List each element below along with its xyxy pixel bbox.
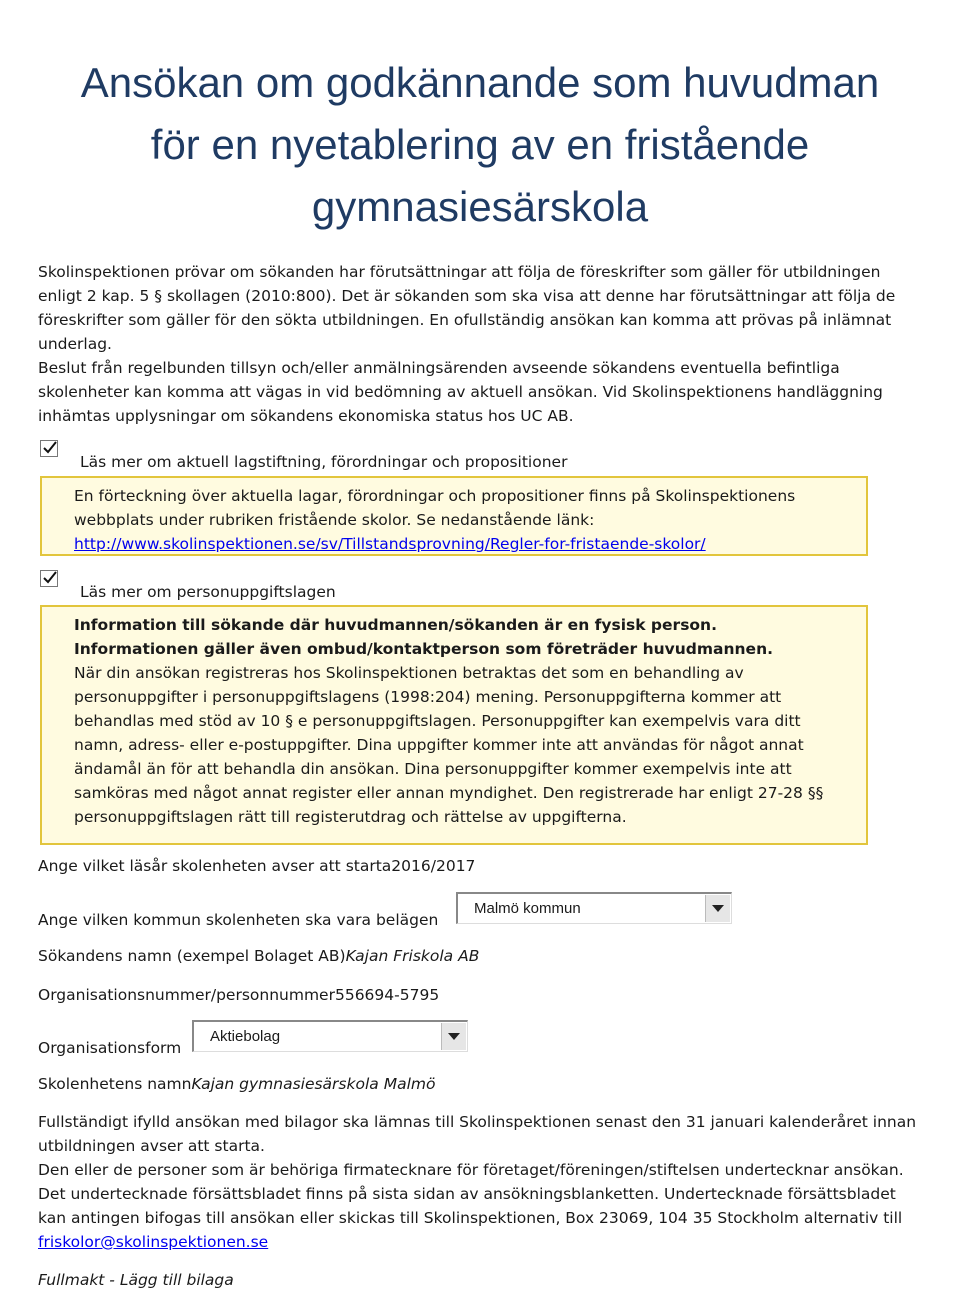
orgnr-label: Organisationsnummer/personnummer [38, 986, 335, 1004]
pul-bold-text: Information till sökande där huvudmannen/sökanden är en fysisk person. Informationen gäller även ombud/kontaktperson som företräder huvudmannen. [74, 616, 773, 658]
orgform-select[interactable] [192, 1020, 468, 1052]
title-line-3: gymnasiesärskola [311, 183, 649, 230]
sokande-value[interactable]: Kajan Friskola AB [345, 947, 480, 965]
orgnr-value[interactable]: 556694-5795 [334, 986, 440, 1004]
kommun-selected-value: Malmö kommun [474, 900, 581, 917]
intro-paragraph-2: Beslut från regelbunden tillsyn och/eller anmälningsärenden avseende sökandens eventuella befintliga skolenheter kan komma att vägas in vid bedömning av aktuell ansökan. Vid Skolinspektionens handläggning inhämtas upplysningar om sökandens ekonomiska status hos UC AB. [38, 359, 883, 425]
footer-paragraph-1: Fullständigt ifylld ansökan med bilagor ska lämnas till Skolinspektionen senast den 31 januari kalenderåret innan utbildningen avser att starta. [38, 1113, 917, 1155]
intro-text [38, 260, 928, 428]
kommun-dropdown-button[interactable] [705, 895, 730, 922]
title-line-1: Ansökan om godkännande som huvudman [80, 59, 880, 106]
pul-heading[interactable]: Läs mer om personuppgiftslagen [80, 583, 336, 601]
orgnr-field [38, 983, 439, 1007]
chevron-down-icon [712, 905, 724, 912]
pul-checkbox[interactable] [40, 570, 58, 587]
title-line-2: för en nyetablering av en fristående [150, 121, 810, 168]
page-title [40, 52, 920, 238]
lasar-value[interactable]: 2016/2017 [391, 857, 476, 875]
lasar-label: Ange vilket läsår skolenheten avser att starta [38, 857, 392, 875]
skolenhet-label: Skolenhetens namn [38, 1075, 192, 1093]
checkmark-icon [42, 571, 58, 585]
kommun-label: Ange vilken kommun skolenheten ska vara belägen [38, 911, 439, 929]
orgform-selected-value: Aktiebolag [210, 1028, 281, 1045]
skolenhet-field [38, 1072, 435, 1096]
sokande-label: Sökandens namn (exempel Bolaget AB) [38, 947, 346, 965]
lasar-field [38, 854, 475, 878]
regler-link[interactable]: http://www.skolinspektionen.se/sv/Tillstandsprovning/Regler-for-fristaende-skolor/ [74, 535, 706, 553]
footer-paragraph-2: Den eller de personer som är behöriga firmatecknare för företaget/föreningen/stiftelsen undertecknar ansökan. Det undertecknade försättsbladet finns på sista sidan av ansökningsblanketten. Undertecknade försättsbladet kan antingen bifogas till ansökan eller skickas till Skolinspektionen, Box 23069, 104 35 Stockholm alternativ till [38, 1161, 904, 1227]
lagstiftning-box-text: En förteckning över aktuella lagar, förordningar och propositioner finns på Skolinspektionens webbplats under rubriken fristående skolor. Se nedanstående länk: [74, 487, 796, 529]
intro-paragraph-1: Skolinspektionen prövar om sökanden har förutsättningar att följa de föreskrifter som gäller för utbildningen enligt 2 kap. 5 § skollagen (2010:800). Det är sökanden som ska visa att denne har förutsättningar att följa de föreskrifter som gäller för den sökta utbildningen. En ofullständig ansökan kan komma att prövas på inlämnat underlag. [38, 263, 896, 353]
skolenhet-value[interactable]: Kajan gymnasiesärskola Malmö [191, 1075, 436, 1093]
fullmakt-note[interactable]: Fullmakt - Lägg till bilaga [38, 1271, 234, 1289]
lagstiftning-checkbox[interactable] [40, 440, 58, 457]
orgform-dropdown-button[interactable] [441, 1023, 466, 1050]
pul-body-text: När din ansökan registreras hos Skolinspektionen betraktas det som en behandling av personuppgifter i personuppgiftslagens (1998:204) mening. Personuppgifterna kommer att behandlas med stöd av 10 § e personuppgiftslagen. Personuppgifter kan exempelvis vara ditt namn, adress- eller e-postuppgifter. Dina uppgifter kommer inte att användas för något annat ändamål än för att behandla din ansökan. Dina personuppgifter kommer exempelvis inte att samköras med något annat register eller annan myndighet. Den registrerade har enligt 27-28 §§ personuppgiftslagen rätt till registerutdrag och rättelse av uppgifterna. [74, 664, 824, 826]
orgform-label: Organisationsform [38, 1039, 182, 1057]
pul-info-box [40, 605, 868, 845]
lagstiftning-heading[interactable]: Läs mer om aktuell lagstiftning, förordningar och propositioner [80, 453, 568, 471]
chevron-down-icon [448, 1033, 460, 1040]
footer-text [38, 1110, 928, 1254]
sokande-field [38, 944, 479, 968]
email-link[interactable]: friskolor@skolinspektionen.se [38, 1233, 269, 1251]
lagstiftning-info-box [40, 476, 868, 556]
checkmark-icon [42, 441, 58, 455]
kommun-select[interactable] [456, 892, 732, 924]
